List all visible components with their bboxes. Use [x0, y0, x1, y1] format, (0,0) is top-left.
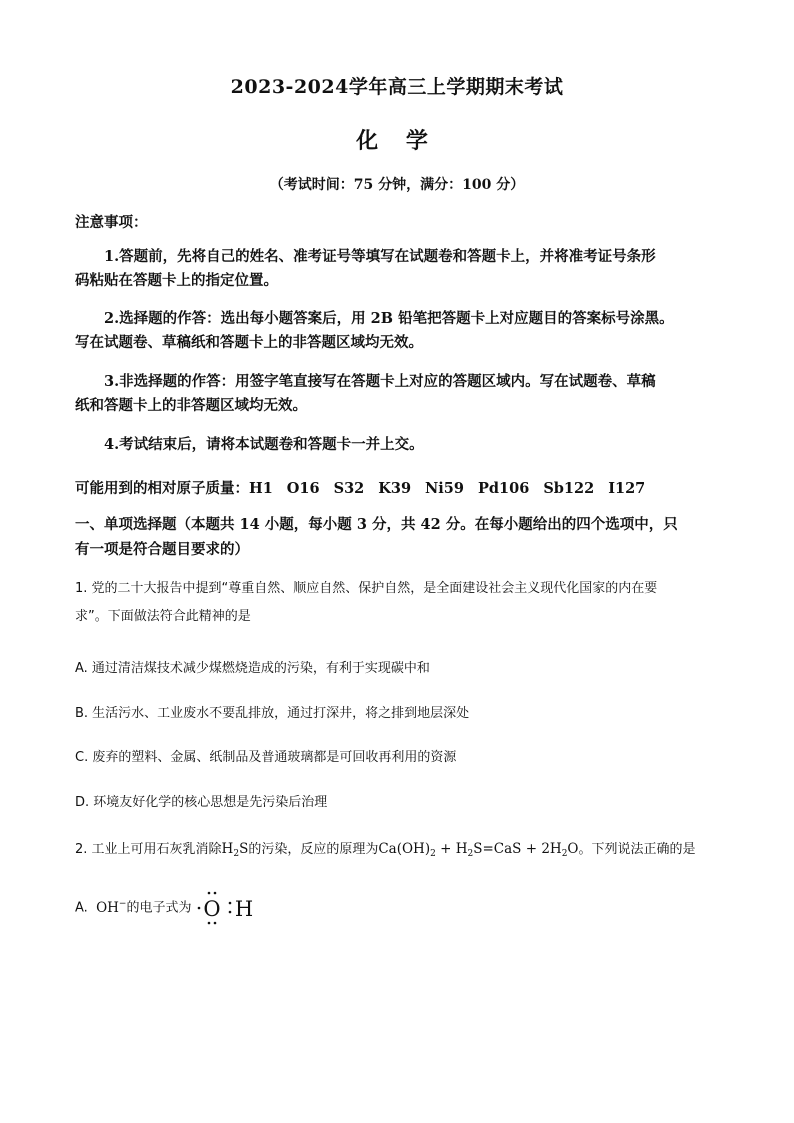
notice-item-4: 4.考试结束后，请将本试题卷和答题卡一并上交。 — [104, 436, 424, 453]
mass-item: Ni59 — [425, 480, 464, 497]
question-2-stem: 2. 工业上可用石灰乳消除$H_2S$的污染，反应的原理为$Ca(OH)_2 + H_2S=CaS + 2H_2O$。下列说法正确的是 — [75, 841, 696, 859]
atomic-masses: 可能用到的相对原子质量：H1 O16 S32 K39 Ni59 Pd106 Sb122 I127 — [75, 480, 646, 497]
subject-title: 化 学 — [356, 128, 438, 154]
question-2-option-a: A. OH−的电子式为 O H — [75, 890, 258, 926]
lewis-hydrogen: H — [234, 897, 253, 921]
mass-item: Sb122 — [543, 480, 595, 497]
reaction-equation: $Ca(OH)_2 + H_2S=CaS + 2H_2O$ — [378, 841, 579, 859]
notice-item-3: 3.非选择题的作答：用签字笔直接写在答题卡上对应的答题区域内。写在试题卷、草稿 纸和答题卡上的非答题区域均无效。 — [75, 373, 656, 414]
section-heading: 一、单项选择题（本题共 14 小题，每小题 3 分，共 42 分。在每小题给出的四个选项中，只 有一项是符合题目要求的） — [75, 516, 678, 558]
mass-item: S32 — [333, 480, 365, 497]
mass-item: K39 — [378, 480, 412, 497]
notice-heading: 注意事项： — [75, 214, 148, 231]
question-1-stem: 1. 党的二十大报告中提到“尊重自然、顺应自然、保护自然，是全面建设社会主义现代化国家的内在要 求”。下面做法符合此精神的是 — [75, 581, 658, 624]
question-1-option-a: A. 通过清洁煤技术减少煤燃烧造成的污染，有利于实现碳中和 — [75, 661, 430, 676]
mass-item: H1 — [249, 480, 273, 497]
hydroxide-lewis-structure — [196, 890, 258, 926]
mass-item: O16 — [286, 480, 320, 497]
h2s-formula: $H_2S$ — [221, 841, 249, 859]
mass-item: Pd106 — [478, 480, 530, 497]
notice-item-1: 1.答题前，先将自己的姓名、准考证号等填写在试题卷和答题卡上，并将准考证号条形 码粘贴在答题卡上的指定位置。 — [75, 248, 656, 289]
mass-item: I127 — [608, 480, 646, 497]
question-1-option-d: D. 环境友好化学的核心思想是先污染后治理 — [75, 795, 328, 810]
lewis-oxygen: O — [203, 897, 221, 921]
question-1-option-c: C. 废弃的塑料、金属、纸制品及普通玻璃都是可回收再利用的资源 — [75, 750, 457, 765]
question-1-option-b: B. 生活污水、工业废水不要乱排放，通过打深井，将之排到地层深处 — [75, 706, 470, 721]
exam-title: 2023-2024学年高三上学期期末考试 — [230, 76, 564, 98]
notice-item-2: 2.选择题的作答：选出每小题答案后，用 2B 铅笔把答题卡上对应题目的答案标号涂黑。 写在试题卷、草稿纸和答题卡上的非答题区域均无效。 — [75, 310, 674, 351]
exam-time-score: （考试时间：75 分钟，满分：100 分） — [269, 177, 525, 193]
